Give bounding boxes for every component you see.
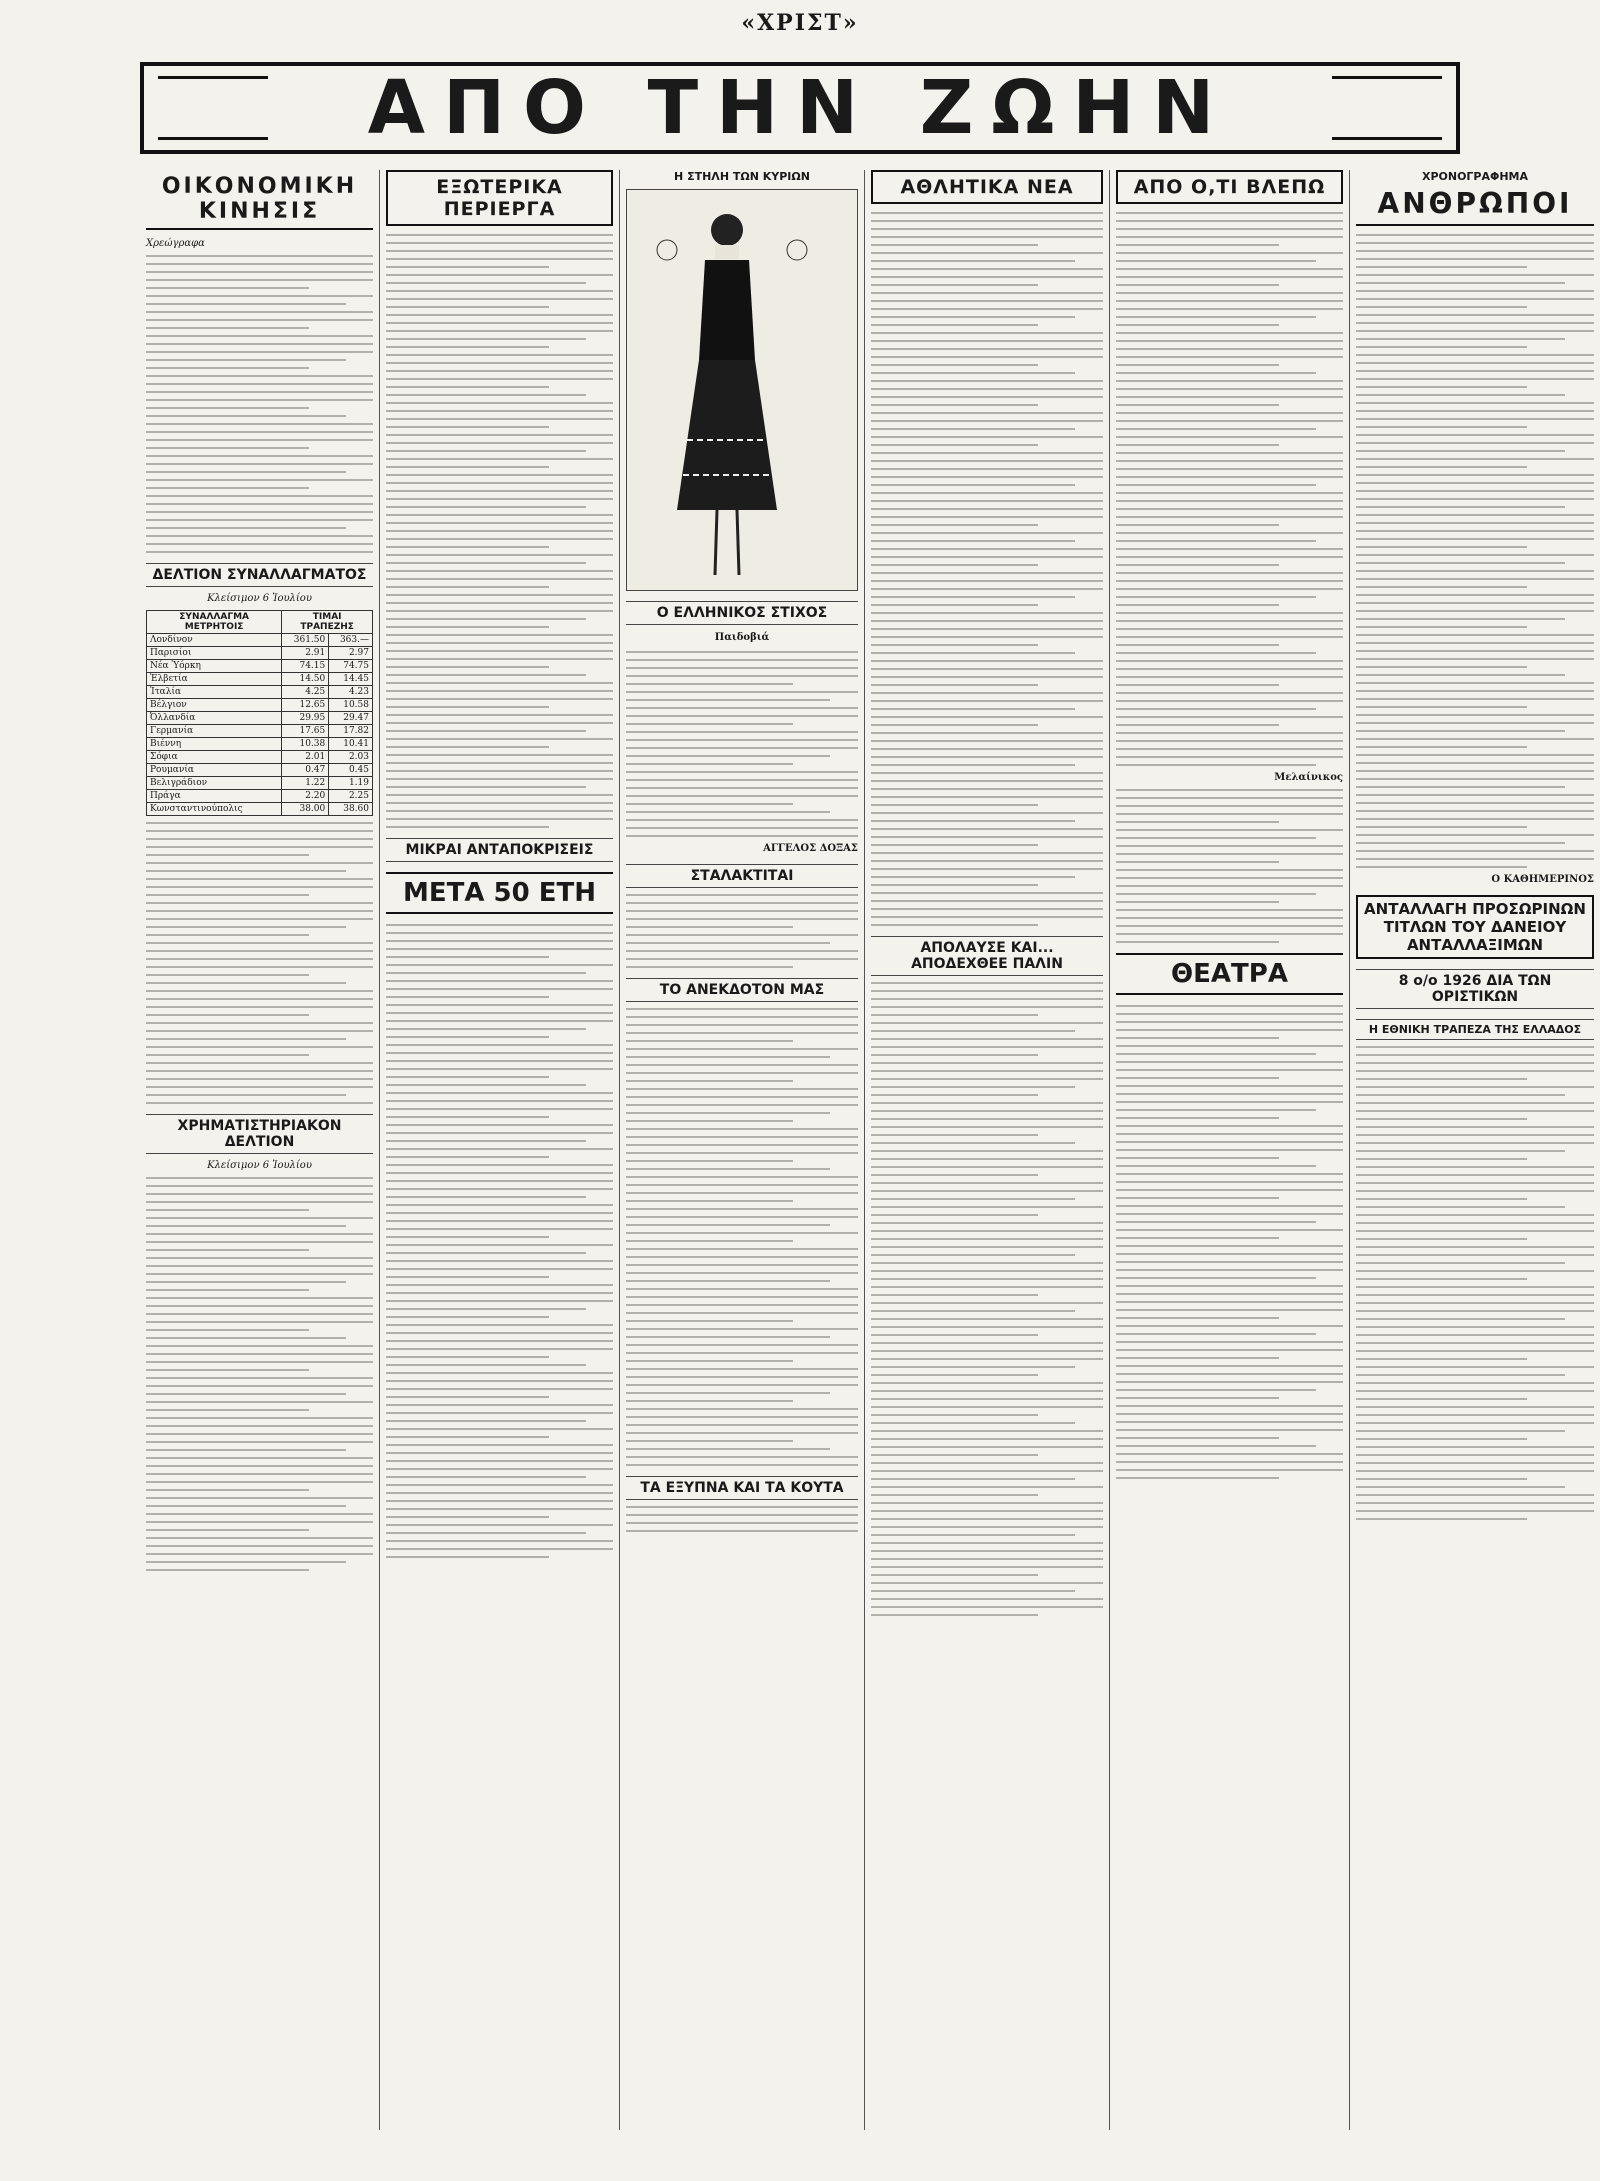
chronicle-sign: Ο ΚΑΘΗΜΕΡΙΝΟΣ [1491, 874, 1594, 885]
exchange-table-cell: Ἰταλία [147, 686, 282, 699]
exchange-table-row [147, 634, 373, 647]
masthead: «ΧΡΙΣΤ» [741, 10, 859, 36]
exchange-table-row [147, 660, 373, 673]
exchange-table-cell: 74.75 [329, 660, 373, 673]
column-ladies [620, 170, 865, 2130]
column-sports [865, 170, 1110, 2130]
market-section-date: Κλείσιμον 6 Ἰουλίου [207, 593, 312, 604]
exchange-table-cell: 2.20 [282, 790, 329, 803]
market-section-title: ΔΕΛΤΙΟΝ ΣΥΝΑΛΛΑΓΜΑΤΟΣ [146, 563, 373, 587]
theatres-head: ΘΕΑΤΡΑ [1116, 953, 1343, 995]
exchange-table-cell: 12.65 [282, 699, 329, 712]
page-columns [140, 170, 1600, 2160]
exchange-table-cell: 10.58 [329, 699, 373, 712]
exchange-table-row [147, 803, 373, 816]
exchange-table-cell: 361.50 [282, 634, 329, 647]
column-foreign [380, 170, 620, 2130]
poem-author: ΑΓΓΕΛΟΣ ΔΟΞΑΣ [763, 843, 858, 854]
exchange-table-cell: 2.97 [329, 647, 373, 660]
exchange-table-cell: 10.41 [329, 738, 373, 751]
foreign-title: ΕΞΩΤΕΡΙΚΑ ΠΕΡΙΕΡΓΑ [386, 170, 613, 226]
exchange-col-currency: ΣΥΝΑΛΛΑΓΜΑ ΜΕΤΡΗΤΟΙΣ [147, 611, 282, 634]
whatisee-text [1116, 212, 1343, 766]
exchange-col-rates: ΤΙΜΑΙ ΤΡΑΠΕΖΗΣ [282, 611, 373, 634]
small-reports-head: ΜΙΚΡΑΙ ΑΝΤΑΠΟΚΡΙΣΕΙΣ [386, 838, 613, 862]
exchange-table-row [147, 751, 373, 764]
exchange-table-cell: Πράγα [147, 790, 282, 803]
exchange-table-cell: 4.25 [282, 686, 329, 699]
exchange-table-cell: 74.15 [282, 660, 329, 673]
exchange-table-row [147, 790, 373, 803]
exchange-table-cell: 14.45 [329, 673, 373, 686]
exchange-ad-subhead: 8 ο/ο 1926 ΔΙΑ ΤΩΝ ΟΡΙΣΤΙΚΩΝ [1356, 969, 1594, 1009]
exchange-table-cell: Ὀλλανδία [147, 712, 282, 725]
exchange-table-cell: Παρισίοι [147, 647, 282, 660]
exchange-table-row [147, 699, 373, 712]
exchange-table-row [147, 712, 373, 725]
whatisee-text-2 [1116, 789, 1343, 943]
exchange-ad-bank: Η ΕΘΝΙΚΗ ΤΡΑΠΕΖΑ ΤΗΣ ΕΛΛΑΔΟΣ [1356, 1019, 1594, 1040]
foreign-text-2 [386, 924, 613, 1558]
exchange-table-row [147, 725, 373, 738]
exchange-table-cell: 17.65 [282, 725, 329, 738]
exchange-table-cell: 29.95 [282, 712, 329, 725]
banner-title: ΑΠΟ ΤΗΝ ΖΩΗΝ [367, 65, 1233, 151]
column-economy [140, 170, 380, 2130]
exchange-ad-head: ΑΝΤΑΛΛΑΓΗ ΠΡΟΣΩΡΙΝΩΝ ΤΙΤΛΩΝ ΤΟΥ ΔΑΝΕΙΟΥ ΑΝΤΑΛΛΑΞΙΜΩΝ [1356, 895, 1594, 959]
chronicle-title: ΑΝΘΡΩΠΟΙ [1356, 183, 1594, 226]
economy-title: ΟΙΚΟΝΟΜΙΚΗ ΚΙΝΗΣΙΣ [146, 170, 373, 230]
economy-text-2 [146, 822, 373, 1104]
exchange-table-cell: 2.03 [329, 751, 373, 764]
column-chronicle [1350, 170, 1600, 2130]
bonds-section-title: ΧΡΗΜΑΤΙΣΤΗΡΙΑΚΟΝ ΔΕΛΤΙΟΝ [146, 1114, 373, 1154]
exchange-table-cell: 2.91 [282, 647, 329, 660]
bonds-text [146, 1177, 373, 1571]
footer-head: ΤΑ ΕΞΥΠΝΑ ΚΑΙ ΤΑ ΚΟΥΤΑ [626, 1476, 858, 1500]
fifty-years-head: ΜΕΤΑ 50 ΕΤΗ [386, 872, 613, 914]
exchange-table-cell: Ρουμανία [147, 764, 282, 777]
exchange-table-cell: Κωνσταντινούπολις [147, 803, 282, 816]
sports-title: ΑΘΛΗΤΙΚΑ ΝΕΑ [871, 170, 1103, 204]
poem-text [626, 651, 858, 837]
exchange-table-row [147, 673, 373, 686]
exchange-table-row [147, 777, 373, 790]
exchange-table-cell: 1.19 [329, 777, 373, 790]
exchange-ad-text [1356, 1046, 1594, 1520]
exchange-table-cell: Βέλγιον [147, 699, 282, 712]
stalaktites-text [626, 894, 858, 968]
exchange-table-cell: Βιέννη [147, 738, 282, 751]
stalaktites-head: ΣΤΑΛΑΚΤΙΤΑΙ [626, 864, 858, 888]
column-whatisee [1110, 170, 1350, 2130]
dress-figure-icon [627, 190, 857, 590]
exchange-table-cell: 14.50 [282, 673, 329, 686]
anecdote-head: ΤΟ ΑΝΕΚΔΟΤΟΝ ΜΑΣ [626, 978, 858, 1002]
theatres-text [1116, 1005, 1343, 1479]
exchange-table-cell: Γερμανία [147, 725, 282, 738]
economy-text [146, 255, 373, 553]
poem-section-head: Ο ΕΛΛΗΝΙΚΟΣ ΣΤΙΧΟΣ [626, 601, 858, 625]
ladies-text [626, 1008, 858, 1466]
ladies-title: Η ΣΤΗΛΗ ΤΩΝ ΚΥΡΙΩΝ [674, 170, 810, 183]
poem-title: Παιδοβιά [714, 632, 770, 643]
chronicle-kicker: ΧΡΟΝΟΓΡΑΦΗΜΑ [1421, 170, 1529, 183]
exchange-table-cell: 10.38 [282, 738, 329, 751]
foreign-text [386, 234, 613, 828]
sports-subhead: ΑΠΟΛΑΥΣΕ ΚΑΙ... ΑΠΟΔΕΧΘΕΕ ΠΑΛΙΝ [871, 936, 1103, 976]
fashion-illustration [626, 189, 858, 591]
economy-subtitle: Χρεώγραφα [146, 238, 205, 249]
exchange-table-cell: Ἑλβετία [147, 673, 282, 686]
exchange-table-cell: Βελιγράδιον [147, 777, 282, 790]
exchange-table-cell: 1.22 [282, 777, 329, 790]
exchange-table-cell: 38.00 [282, 803, 329, 816]
section-banner [140, 62, 1460, 154]
exchange-table-cell: 38.60 [329, 803, 373, 816]
exchange-table-body [147, 634, 373, 816]
exchange-table-row [147, 686, 373, 699]
exchange-table-cell: 2.25 [329, 790, 373, 803]
exchange-table-cell: Σόφια [147, 751, 282, 764]
whatisee-title: ΑΠΟ Ο,ΤΙ ΒΛΕΠΩ [1116, 170, 1343, 204]
exchange-table-row [147, 738, 373, 751]
sports-text-2 [871, 982, 1103, 1616]
chronicle-text [1356, 234, 1594, 868]
exchange-table-row [147, 764, 373, 777]
exchange-table [146, 610, 373, 816]
exchange-table-cell: 17.82 [329, 725, 373, 738]
whatisee-sign: Μελαίνικος [1274, 772, 1343, 783]
exchange-table-cell: 0.47 [282, 764, 329, 777]
exchange-table-cell: 29.47 [329, 712, 373, 725]
exchange-table-cell: Νέα Ὑόρκη [147, 660, 282, 673]
footer-text [626, 1506, 858, 1532]
exchange-table-cell: 363.— [329, 634, 373, 647]
exchange-table-cell: 2.01 [282, 751, 329, 764]
exchange-table-row [147, 647, 373, 660]
exchange-table-cell: 0.45 [329, 764, 373, 777]
exchange-table-cell: 4.23 [329, 686, 373, 699]
exchange-table-cell: Λονδίνον [147, 634, 282, 647]
sports-text [871, 212, 1103, 926]
bonds-section-date: Κλείσιμον 6 Ἰουλίου [207, 1160, 312, 1171]
